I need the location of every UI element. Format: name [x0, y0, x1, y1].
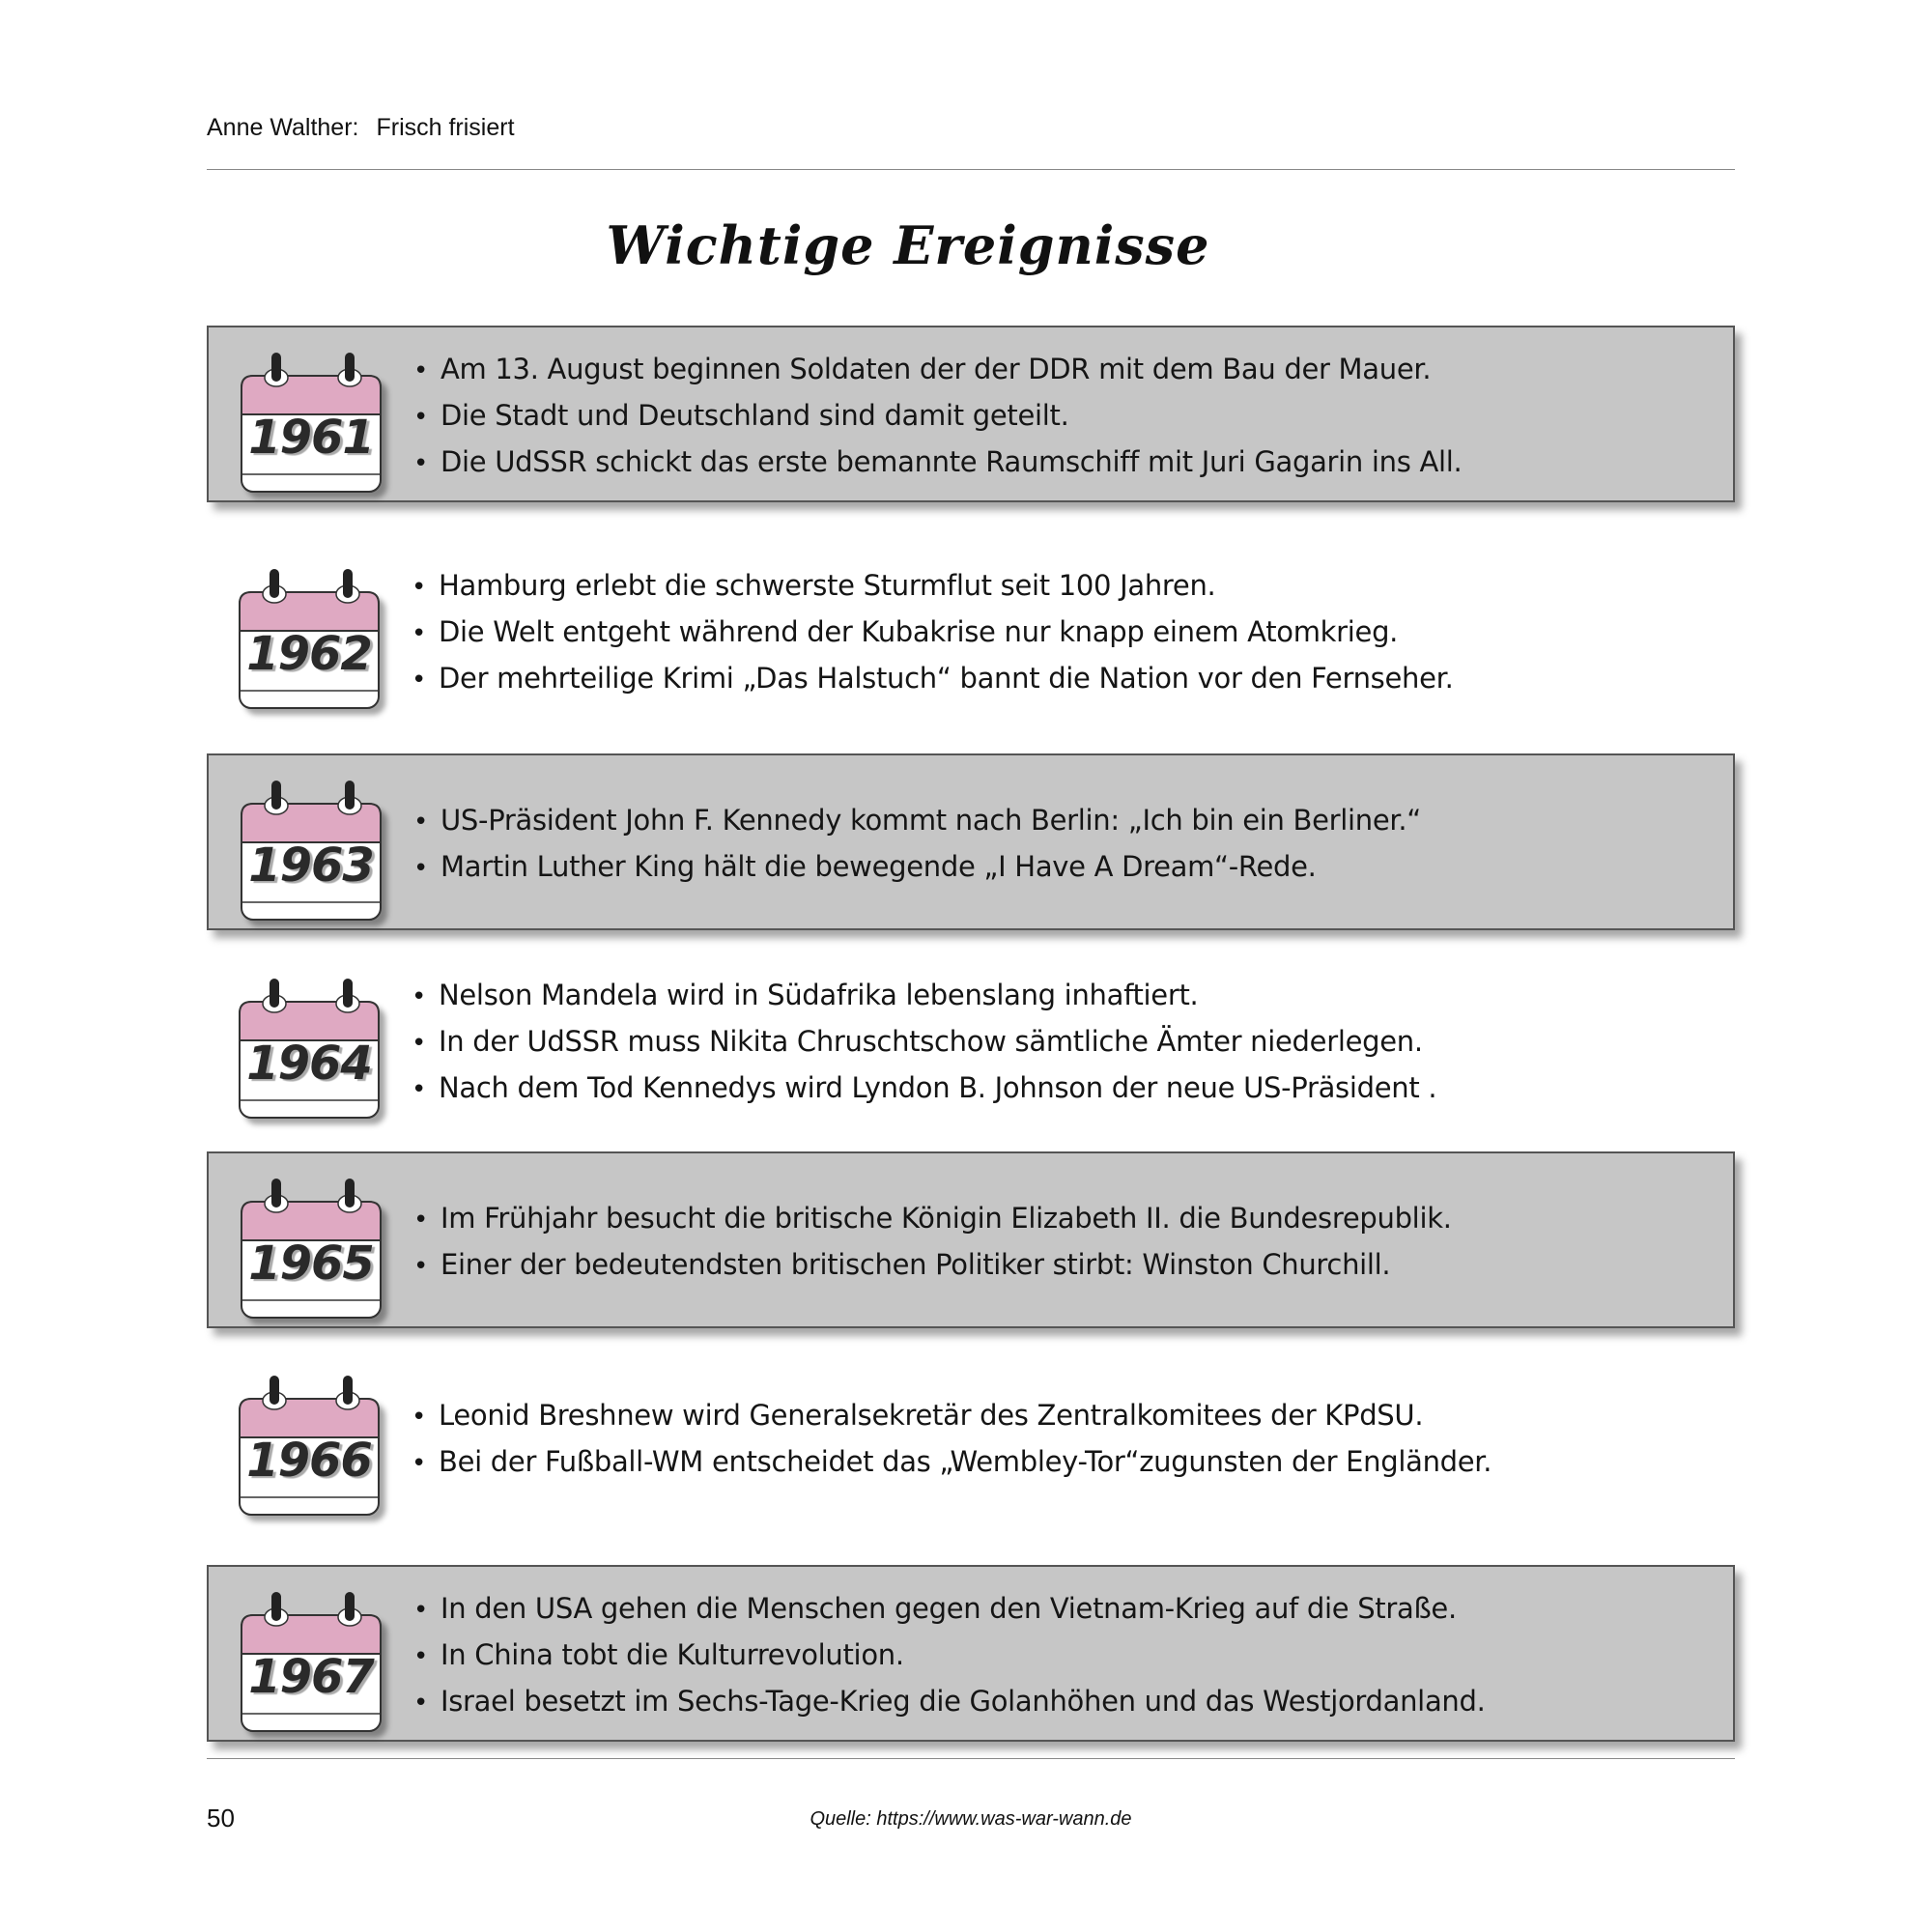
event-item [412, 563, 1454, 610]
event-text: Am 13. August beginnen Soldaten der der DDR mit dem Bau der Mauer. [440, 352, 1432, 385]
event-item [412, 1065, 1436, 1112]
event-item [412, 1439, 1492, 1486]
bullet-icon: • [413, 1641, 429, 1671]
bullet-icon: • [413, 448, 429, 478]
year-label: 1965 [248, 1236, 374, 1291]
header-book-title: Frisch frisiert [376, 114, 515, 141]
event-item [413, 393, 1462, 440]
event-list [413, 1153, 1452, 1330]
event-text: In China tobt die Kulturrevolution. [440, 1637, 904, 1671]
event-item [413, 1633, 1486, 1679]
event-item [412, 656, 1454, 702]
bullet-icon: • [412, 665, 427, 695]
year-row [207, 1151, 1735, 1328]
event-text: Hamburg erlebt die schwerste Sturmflut seit 100 Jahren. [439, 568, 1216, 602]
event-text: Im Frühjahr besucht die britische Königin Elizabeth II. die Bundesrepublik. [440, 1201, 1452, 1235]
event-list [413, 1567, 1486, 1744]
page-title: Wichtige Ereignisse [606, 214, 1210, 276]
event-item [413, 844, 1421, 891]
event-item [413, 347, 1462, 393]
footer-divider [207, 1758, 1735, 1759]
bullet-icon: • [412, 618, 427, 648]
event-text: Die UdSSR schickt das erste bemannte Raumschiff mit Juri Gagarin ins All. [440, 444, 1463, 478]
page-header [207, 114, 515, 142]
year-row [207, 326, 1735, 502]
bullet-icon: • [413, 1205, 429, 1235]
year-row [207, 1350, 1735, 1527]
event-text: Martin Luther King hält die bewegende „I Have A Dream“-Rede. [440, 849, 1317, 883]
event-item [412, 1019, 1436, 1065]
year-label: 1963 [248, 838, 374, 893]
header-divider [207, 169, 1735, 170]
event-text: Einer der bedeutendsten britischen Politiker stirbt: Winston Churchill. [440, 1247, 1391, 1281]
bullet-icon: • [412, 572, 427, 602]
source-citation: Quelle: https://www.was-war-wann.de [810, 1808, 1132, 1830]
event-text: Bei der Fußball-WM entscheidet das „Wembley-Tor“zugunsten der Engländer. [439, 1444, 1492, 1478]
calendar-icon [240, 1177, 383, 1316]
event-item [413, 798, 1421, 844]
event-text: US-Präsident John F. Kennedy kommt nach Berlin: „Ich bin ein Berliner.“ [440, 803, 1421, 837]
event-item [413, 1679, 1486, 1725]
bullet-icon: • [413, 1595, 429, 1625]
page-number: 50 [207, 1804, 235, 1833]
event-list [412, 544, 1454, 721]
calendar-icon [240, 351, 383, 490]
bullet-icon: • [413, 402, 429, 432]
bullet-icon: • [413, 1688, 429, 1718]
header-author: Anne Walther: [207, 114, 359, 141]
year-label: 1961 [248, 411, 374, 465]
bullet-icon: • [413, 853, 429, 883]
event-item [412, 973, 1436, 1019]
bullet-icon: • [412, 1402, 427, 1432]
bullet-icon: • [413, 1251, 429, 1281]
event-text: Nelson Mandela wird in Südafrika lebenslang inhaftiert. [439, 978, 1199, 1011]
bullet-icon: • [412, 981, 427, 1011]
event-item [412, 610, 1454, 656]
event-item [413, 1242, 1452, 1289]
year-row [207, 953, 1735, 1130]
year-label: 1964 [246, 1037, 372, 1091]
event-list [413, 755, 1421, 932]
event-text: Die Stadt und Deutschland sind damit geteilt. [440, 398, 1069, 432]
bullet-icon: • [413, 807, 429, 837]
event-text: Der mehrteilige Krimi „Das Halstuch“ bannt die Nation vor den Fernseher. [439, 661, 1454, 695]
event-item [413, 1196, 1452, 1242]
year-row [207, 1565, 1735, 1742]
year-label: 1967 [248, 1650, 374, 1704]
event-text: In der UdSSR muss Nikita Chruschtschow sämtliche Ämter niederlegen. [439, 1024, 1423, 1058]
calendar-icon [238, 977, 381, 1116]
calendar-icon [238, 1374, 381, 1513]
event-text: Israel besetzt im Sechs-Tage-Krieg die Golanhöhen und das Westjordanland. [440, 1684, 1486, 1718]
year-label: 1966 [246, 1434, 372, 1488]
year-row [207, 753, 1735, 930]
event-text: Nach dem Tod Kennedys wird Lyndon B. Johnson der neue US-Präsident . [439, 1070, 1437, 1104]
bullet-icon: • [413, 355, 429, 385]
calendar-icon [240, 1590, 383, 1729]
event-text: Die Welt entgeht während der Kubakrise nur knapp einem Atomkrieg. [439, 614, 1399, 648]
event-item [412, 1393, 1492, 1439]
event-list [412, 953, 1436, 1130]
bullet-icon: • [412, 1028, 427, 1058]
calendar-icon [240, 779, 383, 918]
bullet-icon: • [412, 1074, 427, 1104]
event-list [413, 327, 1462, 504]
year-label: 1962 [246, 627, 372, 681]
event-item [413, 440, 1462, 486]
event-item [413, 1586, 1486, 1633]
calendar-icon [238, 567, 381, 706]
event-text: Leonid Breshnew wird Generalsekretär des Zentralkomitees der KPdSU. [439, 1398, 1424, 1432]
bullet-icon: • [412, 1448, 427, 1478]
event-text: In den USA gehen die Menschen gegen den Vietnam-Krieg auf die Straße. [440, 1591, 1457, 1625]
event-list [412, 1350, 1492, 1527]
year-row [207, 544, 1735, 721]
